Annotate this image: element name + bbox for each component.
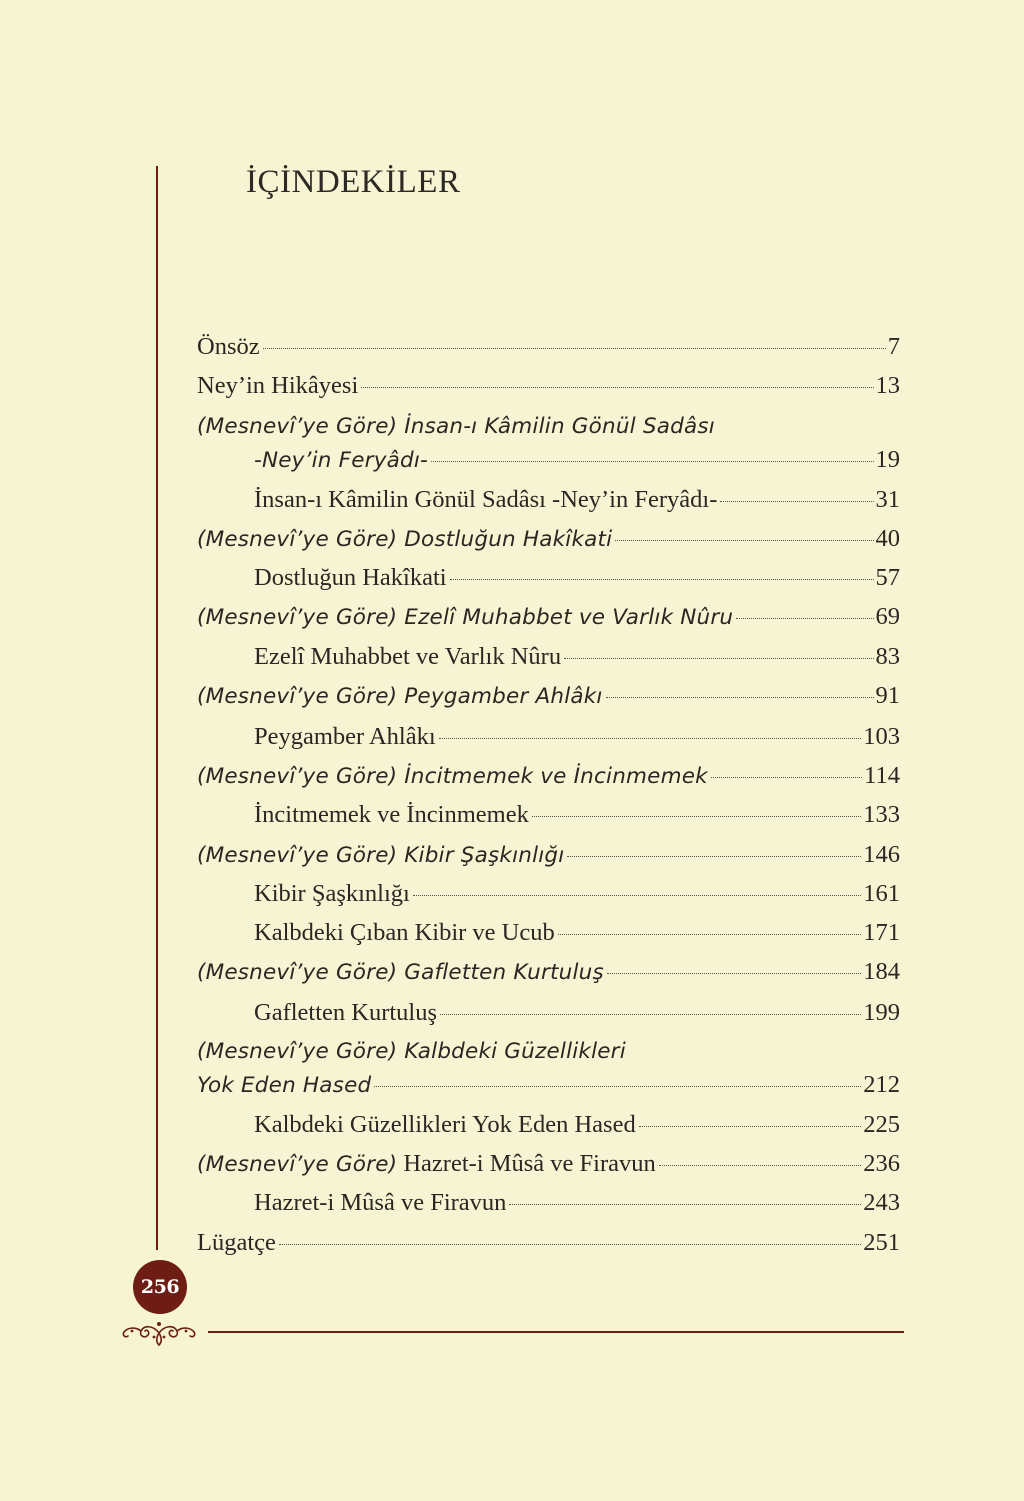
leader-dots: [431, 461, 874, 462]
leader-dots: [279, 1244, 861, 1245]
toc-entry-mesnevi-incitmemek[interactable]: [197, 761, 900, 791]
leader-dots: [639, 1126, 862, 1127]
toc-page-number: 69: [875, 603, 900, 630]
toc-entry-line: (Mesnevî’ye Göre) Kalbdeki Güzellikleri: [197, 1039, 626, 1064]
toc-entry-onsoz[interactable]: [197, 332, 900, 362]
leader-dots: [450, 579, 874, 580]
left-vertical-rule: [156, 166, 158, 1250]
leader-dots: [439, 738, 862, 739]
toc-entry-title: Gafletten Kurtuluş: [254, 999, 438, 1026]
toc-entry-title: (Mesnevî’ye Göre) İncitmemek ve İncinmemek: [197, 764, 708, 789]
toc-entry-dostluk[interactable]: [254, 563, 900, 593]
toc-entry-kibir[interactable]: [254, 879, 900, 909]
table-of-contents: [197, 0, 900, 1501]
toc-entry-title: İnsan-ı Kâmilin Gönül Sadâsı -Ney’in Feryâdı-: [254, 486, 718, 513]
leader-dots: [440, 1014, 861, 1015]
toc-entry-title: Lügatçe: [197, 1229, 276, 1256]
toc-entry-title: Yok Eden Hased: [197, 1073, 372, 1098]
leader-dots: [564, 658, 873, 659]
toc-entry-gafletten-kurtulus[interactable]: [254, 998, 900, 1028]
leader-dots: [615, 540, 873, 541]
toc-entry-title: [197, 1149, 656, 1180]
toc-entry-neyin-hikayesi[interactable]: [197, 371, 900, 401]
leader-dots: [263, 348, 886, 349]
toc-entry-mesnevi-ezeli-muhabbet[interactable]: [197, 602, 900, 632]
toc-page-number: 236: [863, 1150, 900, 1177]
toc-page-number: 243: [863, 1189, 900, 1216]
toc-page-number: 133: [863, 801, 900, 828]
toc-entry-title: -Ney’in Feryâdı-: [254, 448, 428, 473]
leader-dots: [509, 1204, 861, 1205]
leader-dots: [607, 973, 861, 974]
toc-entry-title: (Mesnevî’ye Göre) Kibir Şaşkınlığı: [197, 843, 565, 868]
leader-dots: [567, 856, 861, 857]
toc-entry-line: (Mesnevî’ye Göre) İnsan-ı Kâmilin Gönül Sadâsı: [197, 414, 715, 439]
toc-page-number: 146: [863, 841, 900, 868]
toc-entry-kalbdeki-ciban[interactable]: [254, 918, 900, 948]
toc-page-number: 171: [863, 919, 900, 946]
toc-entry-mesnevi-musa-firavun[interactable]: [197, 1149, 900, 1179]
toc-entry-title: (Mesnevî’ye Göre) Peygamber Ahlâkı: [197, 684, 603, 709]
toc-entry-title: Kalbdeki Güzellikleri Yok Eden Hased: [254, 1111, 636, 1138]
toc-page-number: 19: [875, 446, 900, 473]
toc-entry-musa-firavun[interactable]: [254, 1188, 900, 1218]
floral-flourish-icon: [118, 1316, 200, 1350]
toc-entry-title: Ezelî Muhabbet ve Varlık Nûru: [254, 643, 562, 670]
toc-entry-insan-i-kamil[interactable]: [254, 485, 900, 515]
toc-page-number: 7: [887, 333, 900, 360]
leader-dots: [374, 1086, 861, 1087]
toc-page-number: 161: [863, 880, 900, 907]
toc-entry-mesnevi-insan-i-kamil[interactable]: [254, 445, 900, 475]
toc-entry-title: Dostluğun Hakîkati: [254, 564, 447, 591]
toc-page-number: 184: [863, 958, 900, 985]
toc-entry-mesnevi-peygamber-ahlaki[interactable]: [197, 681, 900, 711]
toc-page-number: 114: [864, 762, 900, 789]
leader-dots: [361, 387, 873, 388]
toc-entry-mesnevi-kibir[interactable]: [197, 840, 900, 870]
toc-entry-prefix: (Mesnevî’ye Göre): [197, 1152, 398, 1177]
toc-page-number: 40: [875, 525, 900, 552]
toc-entry-title: Peygamber Ahlâkı: [254, 723, 436, 750]
toc-entry-ezeli-muhabbet[interactable]: [254, 642, 900, 672]
toc-page-number: 199: [863, 999, 900, 1026]
toc-page-number: 83: [875, 643, 900, 670]
toc-entry-title: (Mesnevî’ye Göre) Ezelî Muhabbet ve Varlık Nûru: [197, 605, 734, 630]
toc-entry-title: Hazret-i Mûsâ ve Firavun: [254, 1189, 507, 1216]
toc-entry-lugatce[interactable]: [197, 1228, 900, 1258]
leader-dots: [711, 777, 862, 778]
leader-dots: [720, 501, 873, 502]
toc-entry-title: Kibir Şaşkınlığı: [254, 880, 410, 907]
leader-dots: [413, 895, 861, 896]
toc-entry-mesnevi-hased[interactable]: [197, 1070, 900, 1100]
leader-dots: [659, 1165, 862, 1166]
toc-entry-hased[interactable]: [254, 1110, 900, 1140]
toc-entry-incitmemek[interactable]: [254, 800, 900, 830]
toc-page-number: 31: [875, 486, 900, 513]
toc-entry-title: Kalbdeki Çıban Kibir ve Ucub: [254, 919, 555, 946]
toc-entry-peygamber-ahlaki[interactable]: [254, 722, 900, 752]
page-number-badge: 256: [133, 1260, 187, 1314]
toc-entry-mesnevi-gafletten-kurtulus[interactable]: [197, 957, 900, 987]
toc-entry-mesnevi-dostluk[interactable]: [197, 524, 900, 554]
toc-entry-title: İncitmemek ve İncinmemek: [254, 801, 529, 828]
toc-entry-title: Önsöz: [197, 333, 260, 360]
toc-entry-title: Ney’in Hikâyesi: [197, 372, 359, 399]
toc-entry-title: (Mesnevî’ye Göre) Gafletten Kurtuluş: [197, 960, 604, 985]
leader-dots: [558, 934, 862, 935]
toc-page-number: 91: [875, 682, 900, 709]
toc-entry-rest: Hazret-i Mûsâ ve Firavun: [397, 1150, 656, 1177]
toc-page-number: 212: [863, 1071, 900, 1098]
toc-page-number: 225: [863, 1111, 900, 1138]
toc-page-number: 103: [863, 723, 900, 750]
bottom-horizontal-rule: [208, 1331, 904, 1333]
toc-page-number: 251: [863, 1229, 900, 1256]
leader-dots: [736, 618, 873, 619]
toc-page-number: 57: [875, 564, 900, 591]
page-title: İÇİNDEKİLER: [246, 164, 461, 200]
leader-dots: [532, 816, 861, 817]
toc-entry-title: (Mesnevî’ye Göre) Dostluğun Hakîkati: [197, 527, 613, 552]
toc-page-number: 13: [875, 372, 900, 399]
leader-dots: [606, 697, 874, 698]
